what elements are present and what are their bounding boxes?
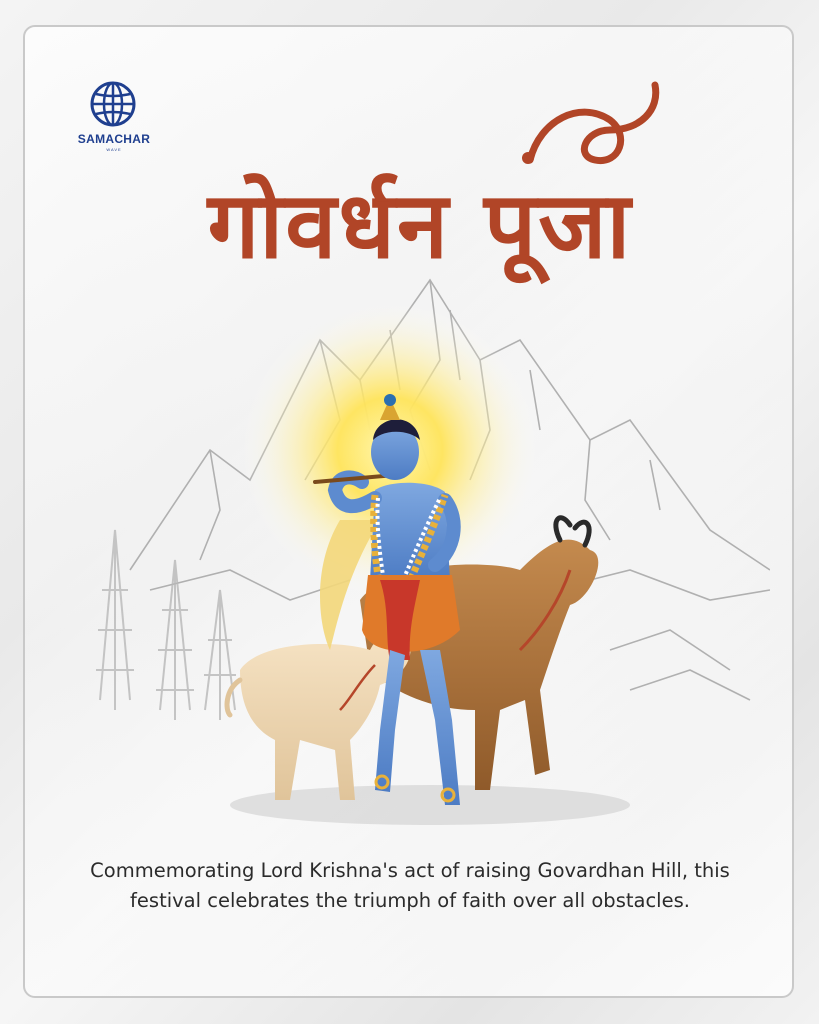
globe-icon — [89, 80, 137, 128]
brand-tagline: WAVE — [106, 147, 122, 152]
brand-logo — [72, 80, 156, 160]
caption-text: Commemorating Lord Krishna's act of raising Govardhan Hill, this festival celebrates the triumph of faith over all obstacles. — [90, 859, 730, 912]
krishna-cows-illustration — [90, 270, 770, 850]
brand-name: SAMACHAR — [77, 132, 151, 146]
page-title: गोवर्धन पूजा — [207, 171, 633, 279]
pine-trees — [96, 530, 236, 720]
